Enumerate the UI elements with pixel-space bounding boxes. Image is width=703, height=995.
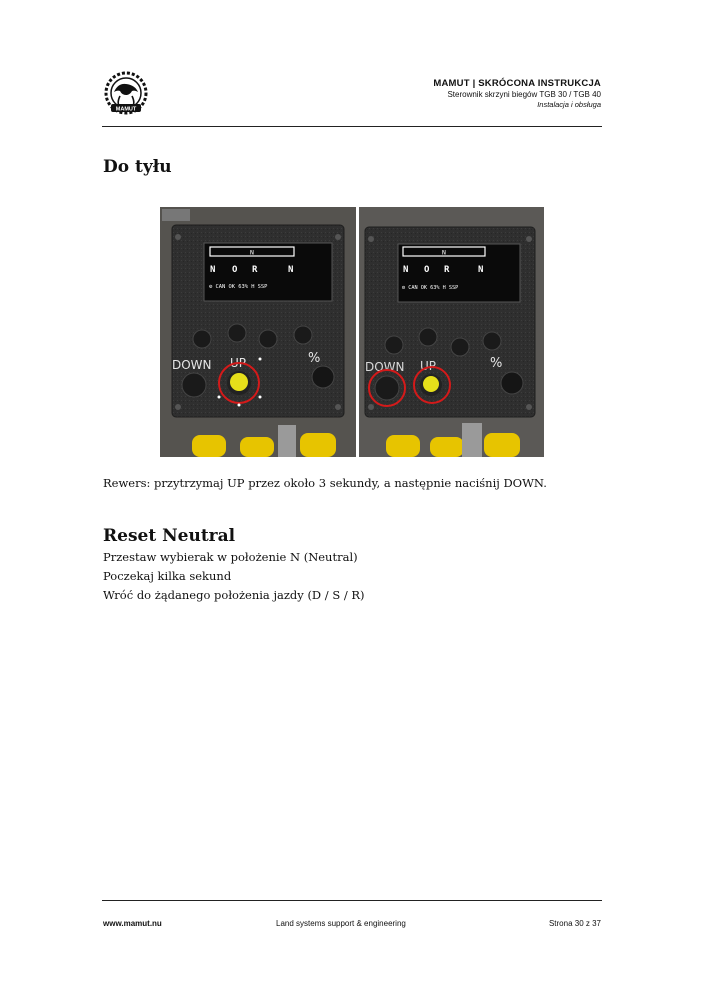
right-status-line: ⚙ CAN OK 63% H SSP: [402, 285, 459, 291]
section-heading-reset: Reset Neutral: [103, 526, 236, 546]
reset-line: Poczekaj kilka sekund: [103, 569, 232, 583]
page-header: [433, 78, 601, 109]
right-gear-o: O: [424, 265, 430, 275]
left-label-pct: %: [308, 351, 321, 366]
right-screen-top: N: [442, 248, 446, 257]
footer-page-number: Strona 30 z 37: [548, 919, 601, 928]
header-subtitle: Sterownik skrzyni biegów TGB 30 / TGB 40: [447, 90, 601, 99]
header-title: MAMUT | SKRÓCONA INSTRUKCJA: [433, 78, 601, 89]
right-label-down: DOWN: [365, 360, 405, 374]
right-gear-n2: N: [478, 265, 484, 275]
mamut-logo: [100, 70, 152, 116]
logo-text: MAMUT: [115, 106, 137, 113]
footer-divider: [102, 900, 602, 901]
left-gear-n1: N: [210, 265, 216, 275]
footer-website: www.mamut.nu: [103, 919, 162, 928]
header-subtitle-italic: Instalacja i obsługa: [537, 100, 601, 109]
reset-line: Przestaw wybierak w położenie N (Neutral): [103, 550, 358, 564]
left-gear-n2: N: [288, 265, 294, 275]
left-label-up: UP: [230, 356, 247, 370]
left-screen-top: N: [250, 248, 254, 257]
left-gear-r: R: [252, 265, 258, 275]
reset-line: Wróć do żądanego położenia jazdy (D / S / R): [103, 588, 365, 602]
left-label-down: DOWN: [172, 358, 212, 372]
right-label-up: UP: [420, 359, 437, 373]
right-gear-r: R: [444, 265, 450, 275]
left-gear-o: O: [232, 265, 238, 275]
header-divider: [102, 126, 602, 127]
left-status-line: ⚙ CAN OK 63% H SSP: [209, 284, 268, 290]
section-heading-back: Do tyłu: [103, 157, 172, 177]
footer-tagline: Land systems support & engineering: [276, 919, 406, 928]
controller-photo: [160, 207, 544, 457]
reverse-caption: Rewers: przytrzymaj UP przez około 3 sekundy, a następnie naciśnij DOWN.: [103, 476, 547, 490]
reset-instructions: [103, 548, 365, 605]
right-gear-n1: N: [403, 265, 409, 275]
right-label-pct: %: [490, 356, 503, 371]
